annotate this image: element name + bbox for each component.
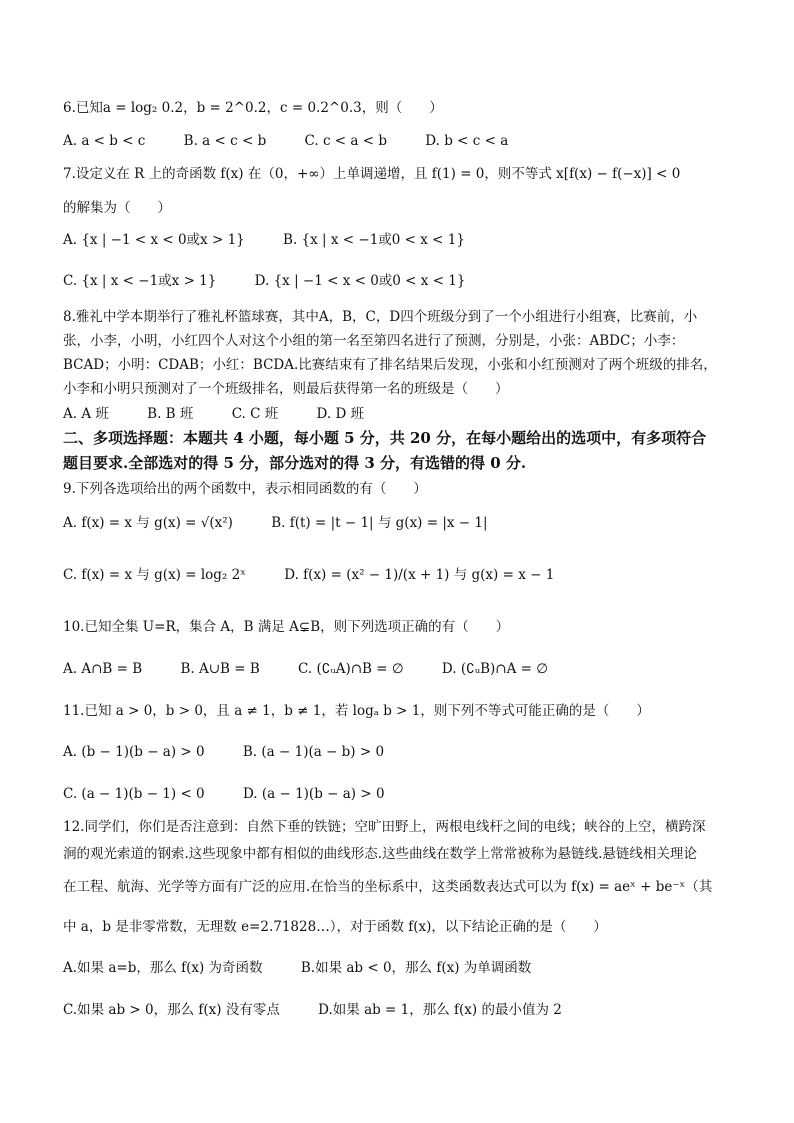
- q6-option-c: C. c < a < b: [304, 133, 387, 149]
- q6-option-d: D. b < c < a: [425, 133, 509, 149]
- q9-option-a: A. f(x) = x 与 g(x) = √(x²): [63, 515, 233, 531]
- q9-option-b: B. f(t) = |t − 1| 与 g(x) = |x − 1|: [271, 515, 488, 531]
- q7-options-row1: [63, 230, 465, 250]
- q7-stem-line2: 的解集为（ ）: [63, 200, 171, 216]
- q11-option-d: D. (a − 1)(b − a) > 0: [242, 786, 385, 802]
- q8-options: [63, 404, 364, 424]
- q6-stem: 6.已知a = log₂ 0.2，b = 2^0.2，c = 0.2^0.3，则（ ）: [63, 100, 443, 116]
- q8-line3: BCAD；小明：CDAB；小红：BCDA.比赛结束有了排名结果后发现，小张和小红预测对了两个班级的排名，: [63, 357, 717, 373]
- q12-line3: 在工程、航海、光学等方面有广泛的应用.在恰当的坐标系中，这类函数表达式可以为 f(x) = aeˣ + be⁻ˣ（其: [63, 879, 713, 895]
- q10-option-d: D. (∁ᵤB)∩A = ∅: [441, 661, 548, 677]
- q9-stem: 9.下列各选项给出的两个函数中，表示相同函数的有（ ）: [63, 481, 427, 497]
- q10-stem: 10.已知全集 U=R，集合 A，B 满足 A⊊B，则下列选项正确的有（ ）: [63, 619, 510, 635]
- q11-options-row1: [63, 742, 384, 762]
- q10-option-b: B. A∪B = B: [180, 661, 260, 677]
- q7-option-a: A. {x | −1 < x < 0或x > 1}: [63, 232, 245, 248]
- section2-heading-line1: 二、多项选择题：本题共 4 小题，每小题 5 分，共 20 分，在每小题给出的选项中，有多项符合: [63, 429, 707, 447]
- q9-option-c: C. f(x) = x 与 g(x) = log₂ 2ˣ: [63, 567, 246, 583]
- q8-option-b: B. B 班: [147, 406, 194, 422]
- q12-option-b: B.如果 ab < 0，那么 f(x) 为单调函数: [300, 960, 532, 976]
- q12-line2: 涧的观光索道的钢索.这些现象中都有相似的曲线形态.这些曲线在数学上常常被称为悬链线.悬链线相关理论: [63, 846, 697, 862]
- q11-stem: 11.已知 a > 0，b > 0，且 a ≠ 1，b ≠ 1，若 logₐ b > 1，则下列不等式可能正确的是（ ）: [63, 703, 650, 719]
- q12-option-c: C.如果 ab > 0，那么 f(x) 没有零点: [63, 1002, 280, 1018]
- q12-line4: 中 a，b 是非零常数，无理数 e=2.71828…），对于函数 f(x)，以下结论正确的是（ ）: [63, 919, 607, 935]
- q11-option-c: C. (a − 1)(b − 1) < 0: [63, 786, 205, 802]
- q11-option-a: A. (b − 1)(b − a) > 0: [63, 744, 205, 760]
- q11-options-row2: [63, 784, 385, 804]
- q12-options-row2: [63, 1000, 562, 1020]
- q9-options-row2: [63, 565, 554, 585]
- section2-heading-line2: 题目要求.全部选对的得 5 分，部分选对的得 3 分，有选错的得 0 分.: [63, 454, 527, 472]
- q12-option-a: A.如果 a=b，那么 f(x) 为奇函数: [63, 960, 263, 976]
- q12-option-d: D.如果 ab = 1，那么 f(x) 的最小值为 2: [318, 1002, 562, 1018]
- q8-line2: 张，小李，小明，小红四个人对这个小组的第一名至第四名进行了预测，分别是，小张：ABDC；小李：: [63, 333, 685, 349]
- q12-line1: 12.同学们，你们是否注意到：自然下垂的铁链；空旷田野上，两根电线杆之间的电线；峡谷的上空，横跨深: [63, 819, 706, 835]
- q6-options: [63, 131, 508, 151]
- q8-line1: 8.雅礼中学本期举行了雅礼杯篮球赛，其中A，B，C，D四个班级分到了一个小组进行小组赛，比赛前，小: [63, 309, 698, 325]
- q10-options: [63, 659, 548, 679]
- q7-options-row2: [63, 271, 465, 291]
- q12-options-row1: [63, 958, 531, 978]
- q6-option-a: A. a < b < c: [63, 133, 146, 149]
- q9-option-d: D. f(x) = (x² − 1)/(x + 1) 与 g(x) = x − 1: [284, 567, 555, 583]
- q8-option-a: A. A 班: [63, 406, 109, 422]
- q8-option-d: D. D 班: [316, 406, 365, 422]
- q6-option-b: B. a < c < b: [183, 133, 267, 149]
- q11-option-b: B. (a − 1)(a − b) > 0: [242, 744, 385, 760]
- q9-options-row1: [63, 513, 488, 533]
- q7-option-b: B. {x | x < −1或0 < x < 1}: [283, 232, 465, 248]
- q8-option-c: C. C 班: [231, 406, 279, 422]
- q10-option-a: A. A∩B = B: [63, 661, 143, 677]
- q10-option-c: C. (∁ᵤA)∩B = ∅: [298, 661, 404, 677]
- q7-option-d: D. {x | −1 < x < 0或0 < x < 1}: [254, 273, 466, 289]
- q8-line4: 小李和小明只预测对了一个班级排名，则最后获得第一名的班级是（ ）: [63, 381, 509, 397]
- q7-stem-line1: 7.设定义在 R 上的奇函数 f(x) 在（0，+∞）上单调递增，且 f(1) = 0，则不等式 x[f(x) − f(−x)] < 0: [63, 166, 681, 182]
- q7-option-c: C. {x | x < −1或x > 1}: [63, 273, 217, 289]
